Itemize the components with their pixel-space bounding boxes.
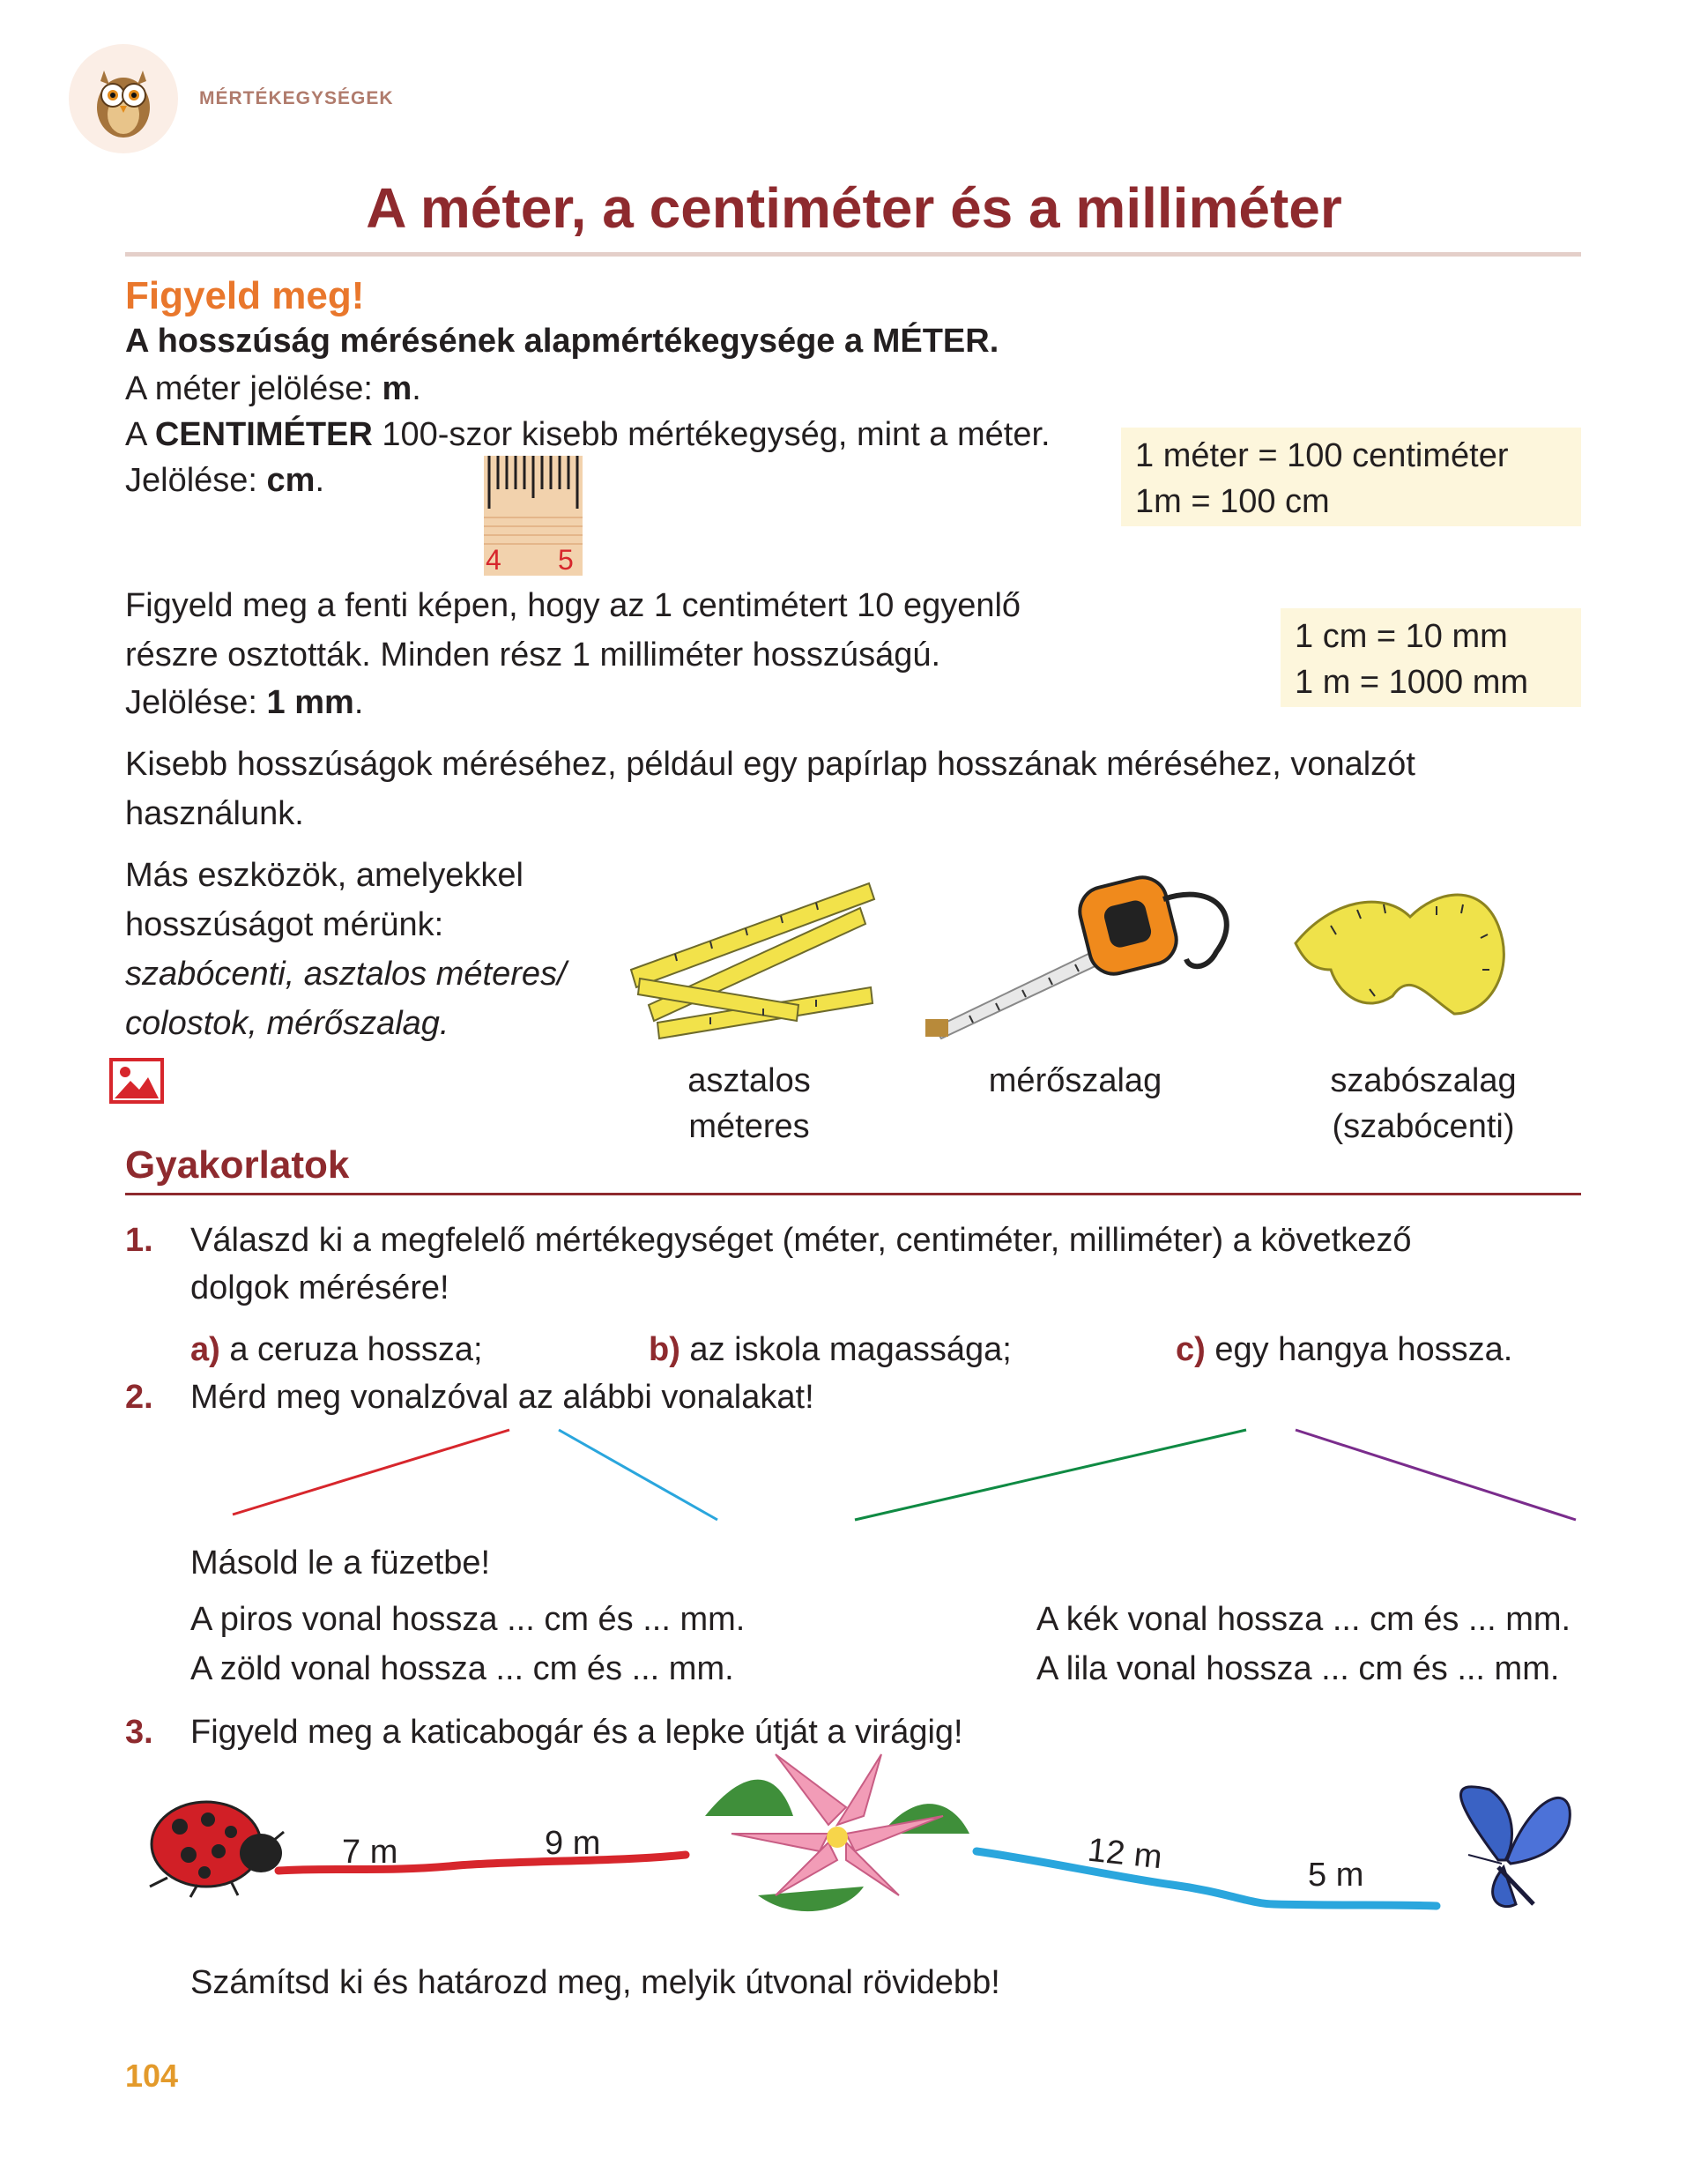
segment-label-3: 12 m <box>1086 1831 1164 1877</box>
butterfly-icon <box>1461 1787 1571 1907</box>
caption-sewing-tape: szabószalag (szabócenti) <box>1330 1062 1517 1145</box>
green-line-answer: A zöld vonal hossza ... cm és ... mm. <box>190 1650 734 1687</box>
section-label: MÉRTÉKEGYSÉGEK <box>199 88 394 108</box>
ruler-label-5: 5 <box>558 544 574 576</box>
exercise-1-text-line1: Válaszd ki a megfelelő mértékegységet (méter, centiméter, milliméter) a következő <box>190 1222 1412 1259</box>
ruler-label-4: 4 <box>486 544 501 576</box>
butterfly-route <box>977 1851 1437 1906</box>
segment-label-1: 7 m <box>342 1834 398 1871</box>
purple-line-answer: A lila vonal hossza ... cm és ... mm. <box>1036 1650 1560 1687</box>
conversion-box-meter: 1 méter = 100 centiméter 1m = 100 cm <box>1121 428 1581 526</box>
exercise-3-number: 3. <box>125 1714 153 1751</box>
exercise-1-option-c: c) egy hangya hossza. <box>1176 1331 1513 1368</box>
caption-folding-ruler: asztalos méteres <box>687 1062 811 1145</box>
meter-symbol-line: A méter jelölése: m. <box>125 370 421 407</box>
exercise-1-option-a: a) a ceruza hossza; <box>190 1331 483 1368</box>
millimeter-paragraph-line2: részre osztották. Minden rész 1 milliméter hosszúságú. <box>125 636 941 674</box>
ladybug-icon <box>150 1802 284 1897</box>
exercise-3-question: Számítsd ki és határozd meg, melyik útvonal rövidebb! <box>190 1964 1000 2001</box>
blue-line-answer: A kék vonal hossza ... cm és ... mm. <box>1036 1601 1571 1638</box>
tools-paragraph-line2: hosszúságot mérünk: <box>125 906 444 943</box>
copy-instruction: Másold le a füzetbe! <box>190 1544 491 1582</box>
exercise-1-option-b: b) az iskola magassága; <box>649 1331 1012 1368</box>
page-number: 104 <box>125 2058 179 2094</box>
exercises-heading: Gyakorlatok <box>125 1143 350 1187</box>
centimeter-line: A CENTIMÉTER 100-szor kisebb mértékegység, mint a méter. <box>125 416 1051 453</box>
tools-paragraph-line4: colostok, mérőszalag. <box>125 1005 449 1042</box>
definition-line: A hosszúság mérésének alapmértékegysége a MÉTER. <box>125 323 999 360</box>
tools-paragraph-line3: szabócenti, asztalos méteres/ <box>125 956 567 993</box>
exercise-2-text: Mérd meg vonalzóval az alábbi vonalakat! <box>190 1379 814 1416</box>
flower-icon <box>705 1754 969 1911</box>
exercise-1-number: 1. <box>125 1222 153 1259</box>
millimeter-symbol-line: Jelölése: 1 mm. <box>125 684 364 721</box>
tools-paragraph-line1: Más eszközök, amelyekkel <box>125 857 524 894</box>
caption-tape-measure: mérőszalag <box>988 1062 1162 1099</box>
centimeter-symbol-line: Jelölése: cm. <box>125 462 325 499</box>
ruler-paragraph-line2: használunk. <box>125 795 304 832</box>
exercise-2-number: 2. <box>125 1379 153 1416</box>
segment-label-4: 5 m <box>1308 1857 1364 1894</box>
exercise-1-text-line2: dolgok mérésére! <box>190 1269 449 1306</box>
exercise-3-text: Figyeld meg a katicabogár és a lepke útját a virágig! <box>190 1714 963 1751</box>
page-title: A méter, a centiméter és a milliméter <box>366 176 1342 240</box>
ladybug-route <box>278 1855 686 1871</box>
ruler-paragraph-line1: Kisebb hosszúságok méréséhez, például egy papírlap hosszának méréséhez, vonalzót <box>125 746 1415 783</box>
red-line-answer: A piros vonal hossza ... cm és ... mm. <box>190 1601 746 1638</box>
observe-heading: Figyeld meg! <box>125 274 365 317</box>
segment-label-2: 9 m <box>545 1825 601 1862</box>
conversion-box-millimeter: 1 cm = 10 mm 1 m = 1000 mm <box>1281 608 1581 707</box>
millimeter-paragraph-line1: Figyeld meg a fenti képen, hogy az 1 centimétert 10 egyenlő <box>125 587 1021 624</box>
